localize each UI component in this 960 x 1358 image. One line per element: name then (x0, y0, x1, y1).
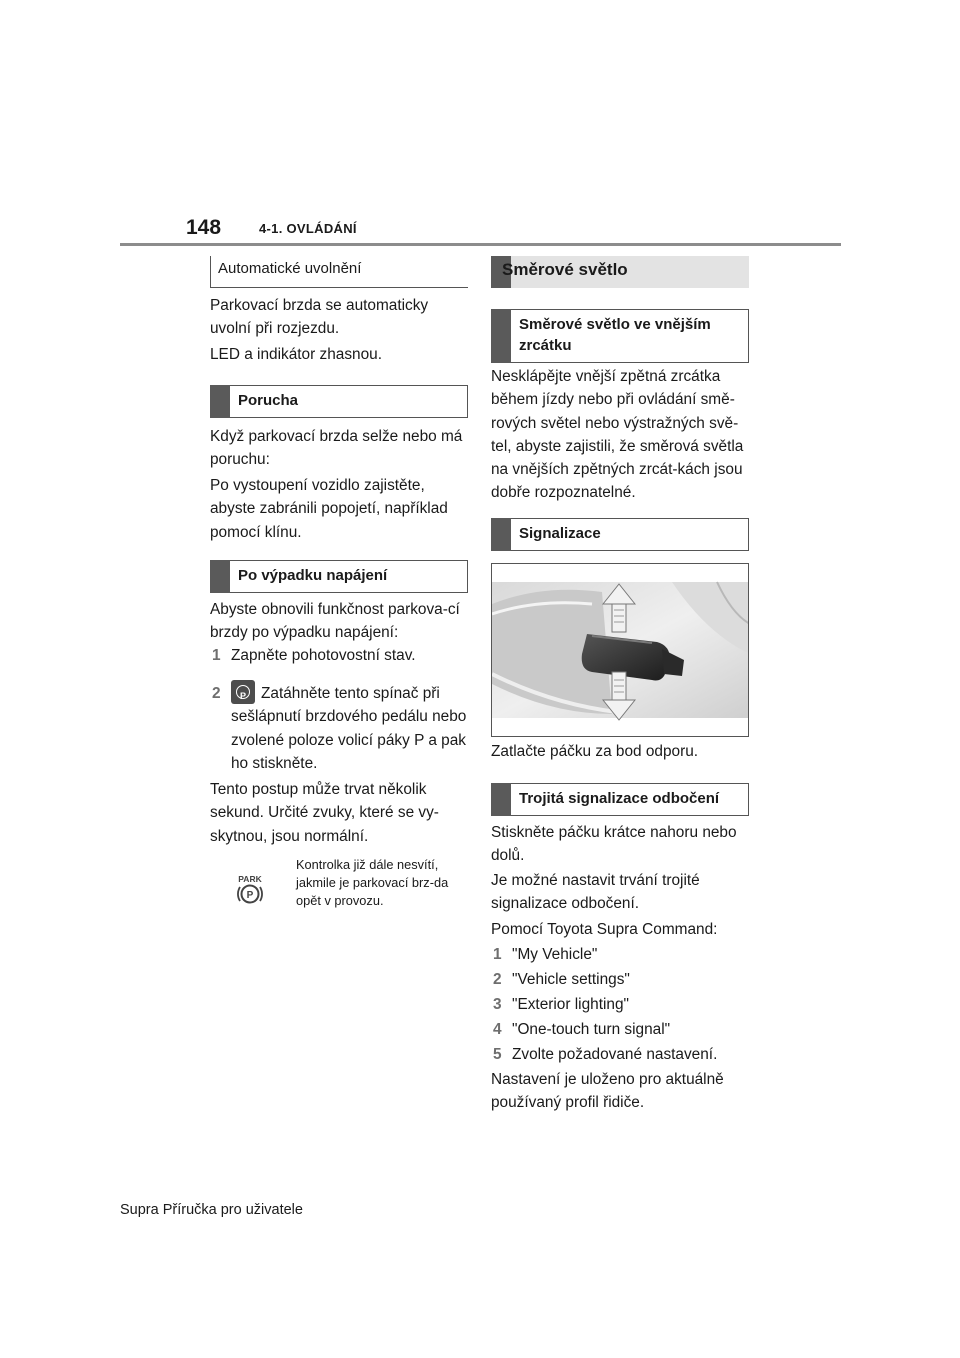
heading-marker (491, 783, 511, 816)
paragraph-led-off: LED a indikátor zhasnou. (210, 346, 382, 363)
step-text: "Exterior lighting" (512, 996, 630, 1013)
header-divider (120, 243, 841, 246)
heading-triple-signal (491, 783, 749, 816)
list-item (210, 680, 472, 775)
step-number: 2 (493, 971, 502, 988)
paragraph-power-loss: Abyste obnovili funkčnost parkova-cí brzdy po výpadku napájení: (210, 601, 460, 642)
paragraph-fault: Když parkovací brzda selže nebo má poruchu: (210, 428, 463, 469)
step-text: "One-touch turn signal" (512, 1021, 671, 1038)
paragraph-secure-vehicle: Po vystoupení vozidlo zajistěte, abyste zabránili popojetí, například pomocí klínu. (210, 477, 448, 541)
list-item (491, 993, 753, 1016)
list-item (491, 1018, 753, 1041)
heading-auto-release-label: Automatické uvolnění (218, 260, 362, 277)
step-text: "Vehicle settings" (512, 971, 630, 988)
park-indicator-label: PARK (238, 874, 262, 884)
section-title-turn-signal (491, 256, 749, 288)
paragraph-command: Pomocí Toyota Supra Command: (491, 921, 718, 938)
paragraph-duration-setting: Je možné nastavit trvání trojité signalizace odbočení. (491, 872, 700, 913)
heading-mirror-signal (491, 309, 749, 363)
footer-text: Supra Příručka pro uživatele (120, 1202, 303, 1218)
paragraph-duration: Tento postup může trvat několik sekund. Určité zvuky, které se vy-skytnou, jsou normální. (210, 781, 439, 845)
paragraph-mirror: Nesklápějte vnější zpětná zrcátka během jízdy nebo při ovládání smě-rových světel nebo výstražných svě-tel, abyste zajistili, že směrová světla na vnějších zpětných zrcát-kách jsou dobře rozpoznatelné. (491, 368, 744, 502)
step-number: 1 (493, 946, 502, 963)
step-text: Zatáhněte tento spínač při sešlápnutí brzdového pedálu nebo zvolené poloze volicí páky P a pak ho stiskněte. (231, 685, 467, 772)
list-item (491, 1043, 753, 1066)
list-item (491, 968, 753, 991)
paragraph-auto-release: Parkovací brzda se automaticky uvolní při rozjezdu. (210, 297, 429, 338)
parking-brake-switch-icon: P (231, 680, 255, 704)
heading-triple-signal-label: Trojitá signalizace odbočení (519, 790, 720, 807)
heading-power-loss (210, 560, 468, 593)
heading-marker (491, 309, 511, 363)
heading-marker (210, 560, 230, 593)
heading-power-loss-label: Po výpadku napájení (238, 567, 388, 584)
heading-marker (491, 518, 511, 551)
heading-signaling-label: Signalizace (519, 525, 601, 542)
svg-text:P: P (246, 890, 254, 901)
step-text-wrap (231, 680, 472, 775)
step-number: 3 (493, 996, 502, 1013)
step-number: 4 (493, 1021, 502, 1038)
step-number: 1 (212, 647, 221, 664)
page-number: 148 (186, 216, 222, 239)
park-indicator-icon (235, 873, 265, 905)
heading-auto-release (210, 256, 468, 288)
paragraph-profile: Nastavení je uloženo pro aktuálně používaný profil řidiče. (491, 1071, 724, 1112)
list-item (210, 644, 472, 667)
heading-signaling (491, 518, 749, 551)
heading-mirror-signal-label: Směrové světlo ve vnějším zrcátku (519, 316, 711, 354)
heading-fault (210, 385, 468, 418)
indicator-note: Kontrolka již dále nesvítí, jakmile je parkovací brz-da opět v provozu. (296, 857, 449, 908)
lever-illustration (492, 564, 749, 737)
heading-marker (210, 385, 230, 418)
section-title-label: Směrové světlo (502, 260, 628, 279)
turn-signal-lever-figure (491, 563, 749, 737)
list-item (491, 943, 753, 966)
step-number: 5 (493, 1046, 502, 1063)
step-number: 2 (212, 685, 221, 702)
step-text: Zapněte pohotovostní stav. (231, 647, 416, 664)
figure-caption: Zatlačte páčku za bod odporu. (491, 743, 699, 760)
heading-fault-label: Porucha (238, 392, 299, 409)
step-text: Zvolte požadované nastavení. (512, 1046, 718, 1063)
paragraph-press-lever: Stiskněte páčku krátce nahoru nebo dolů. (491, 824, 737, 865)
step-text: "My Vehicle" (512, 946, 598, 963)
chapter-title: 4-1. OVLÁDÁNÍ (259, 221, 357, 236)
